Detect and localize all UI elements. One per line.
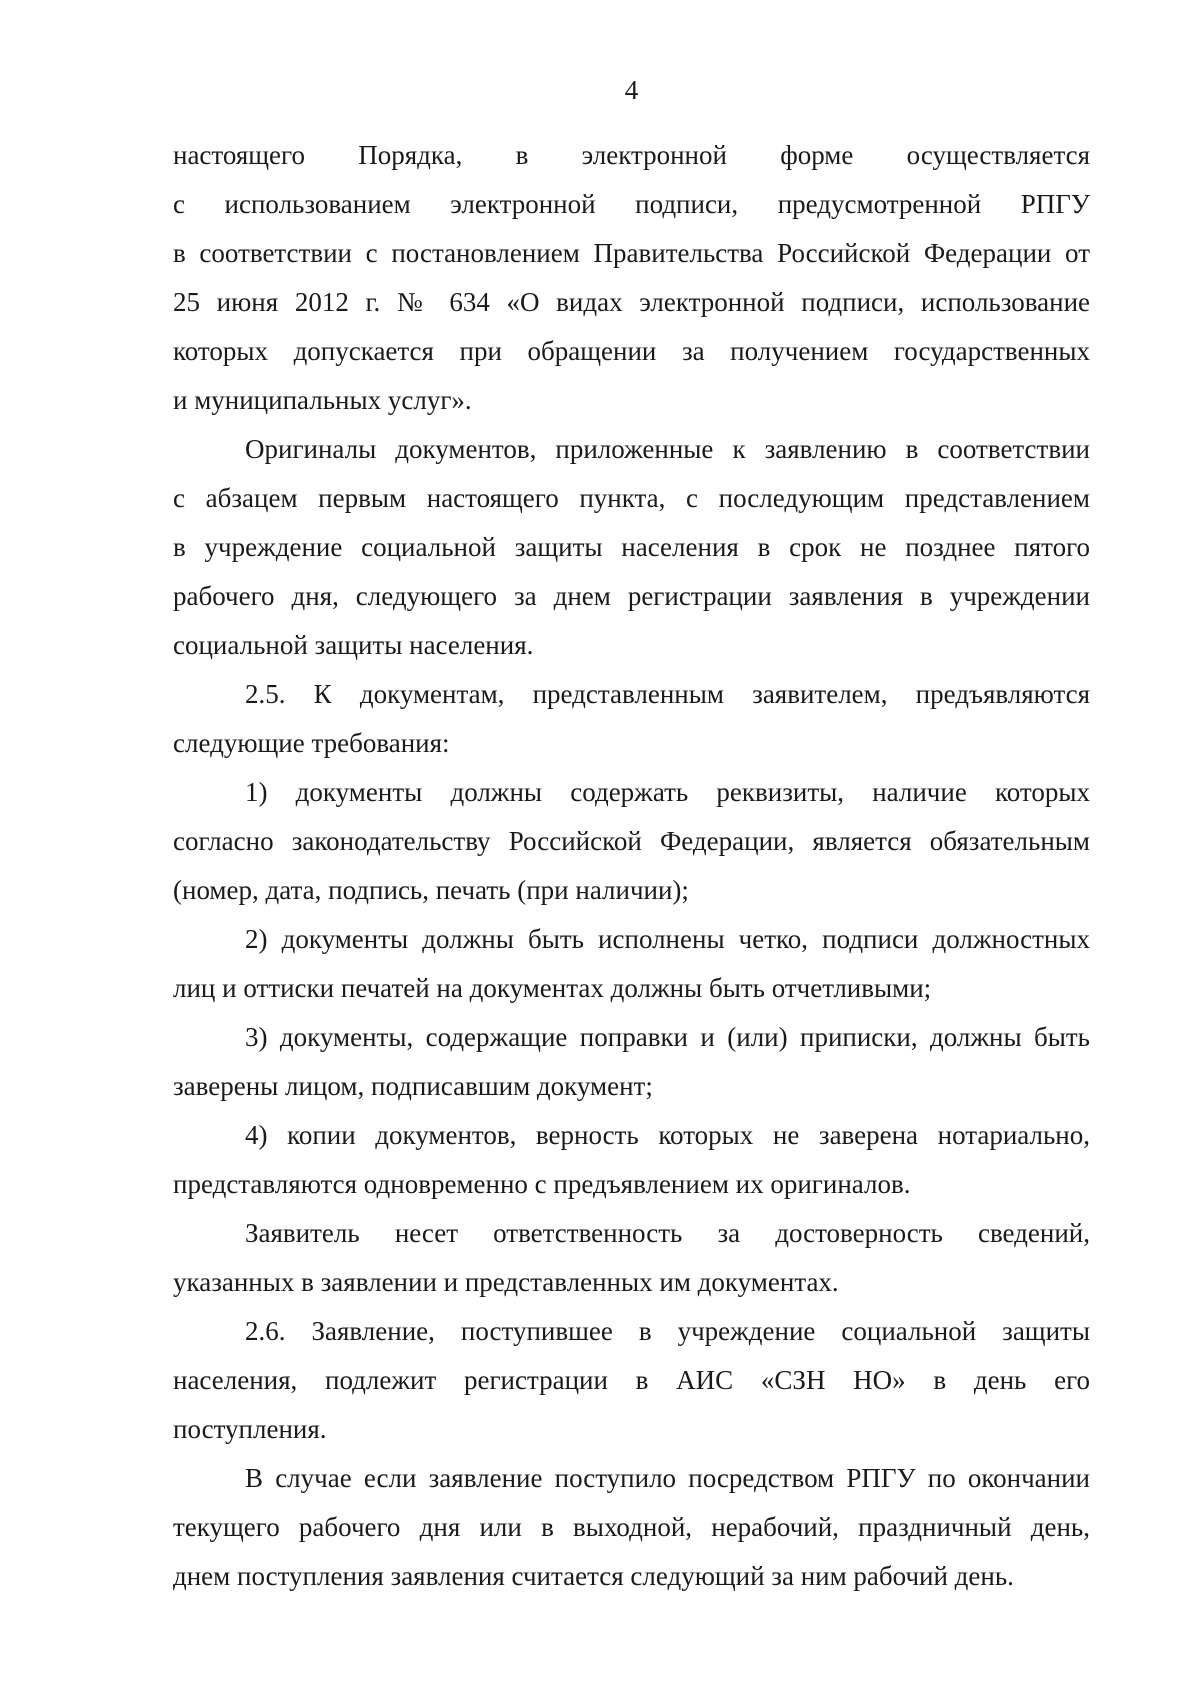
text-line: представляются одновременно с предъявлением их оригиналов. <box>173 1169 911 1199</box>
paragraph-electronic-signature <box>173 131 1090 425</box>
page-number: 4 <box>624 75 639 105</box>
paragraph-originals <box>173 425 1090 670</box>
paragraph-after-hours <box>173 1454 1090 1601</box>
list-item-1 <box>173 768 1090 915</box>
list-item-3 <box>173 1013 1090 1111</box>
text-line: Заявитель несет ответственность за достоверность сведений, <box>245 1218 1090 1248</box>
text-line: В случае если заявление поступило посредством РПГУ по окончании <box>245 1463 1090 1493</box>
text-line: текущего рабочего дня или в выходной, нерабочий, праздничный день, <box>173 1512 1090 1542</box>
text-line: 2.5. К документам, представленным заявителем, предъявляются <box>245 679 1090 709</box>
text-line: днем поступления заявления считается следующий за ним рабочий день. <box>173 1561 1014 1591</box>
paragraph-responsibility <box>173 1209 1090 1307</box>
text-line: в соответствии с постановлением Правительства Российской Федерации от <box>173 238 1090 268</box>
text-line: следующие требования: <box>173 728 450 758</box>
text-line: поступления. <box>173 1414 327 1444</box>
text-line: которых допускается при обращении за получением государственных <box>173 336 1090 366</box>
text-line: населения, подлежит регистрации в АИС «СЗН НО» в день его <box>173 1365 1090 1395</box>
text-line: 1) документы должны содержать реквизиты, наличие которых <box>245 777 1090 807</box>
paragraph-2-5 <box>173 670 1090 768</box>
text-line: Оригиналы документов, приложенные к заявлению в соответствии <box>245 434 1090 464</box>
text-line: с использованием электронной подписи, предусмотренной РПГУ <box>173 189 1090 219</box>
text-line: с абзацем первым настоящего пункта, с последующим представлением <box>173 483 1090 513</box>
text-line: 2) документы должны быть исполнены четко, подписи должностных <box>245 924 1090 954</box>
text-line: 2.6. Заявление, поступившее в учреждение социальной защиты <box>245 1316 1090 1346</box>
text-line: заверены лицом, подписавшим документ; <box>173 1071 653 1101</box>
text-line: социальной защиты населения. <box>173 630 534 660</box>
text-line: лиц и оттиски печатей на документах должны быть отчетливыми; <box>173 973 932 1003</box>
text-line: (номер, дата, подпись, печать (при наличии); <box>173 875 689 905</box>
text-line: 25 июня 2012 г. № 634 «О видах электронной подписи, использование <box>173 287 1090 317</box>
list-item-4 <box>173 1111 1090 1209</box>
document-body <box>173 131 1090 1601</box>
text-line: указанных в заявлении и представленных им документах. <box>173 1267 839 1297</box>
paragraph-2-6 <box>173 1307 1090 1454</box>
text-line: 4) копии документов, верность которых не заверена нотариально, <box>245 1120 1090 1150</box>
text-line: рабочего дня, следующего за днем регистрации заявления в учреждении <box>173 581 1090 611</box>
text-line: согласно законодательству Российской Федерации, является обязательным <box>173 826 1090 856</box>
text-line: в учреждение социальной защиты населения в срок не позднее пятого <box>173 532 1090 562</box>
text-line: 3) документы, содержащие поправки и (или) приписки, должны быть <box>245 1022 1090 1052</box>
list-item-2 <box>173 915 1090 1013</box>
text-line: и муниципальных услуг». <box>173 385 472 415</box>
text-line: настоящего Порядка, в электронной форме осуществляется <box>173 140 1090 170</box>
